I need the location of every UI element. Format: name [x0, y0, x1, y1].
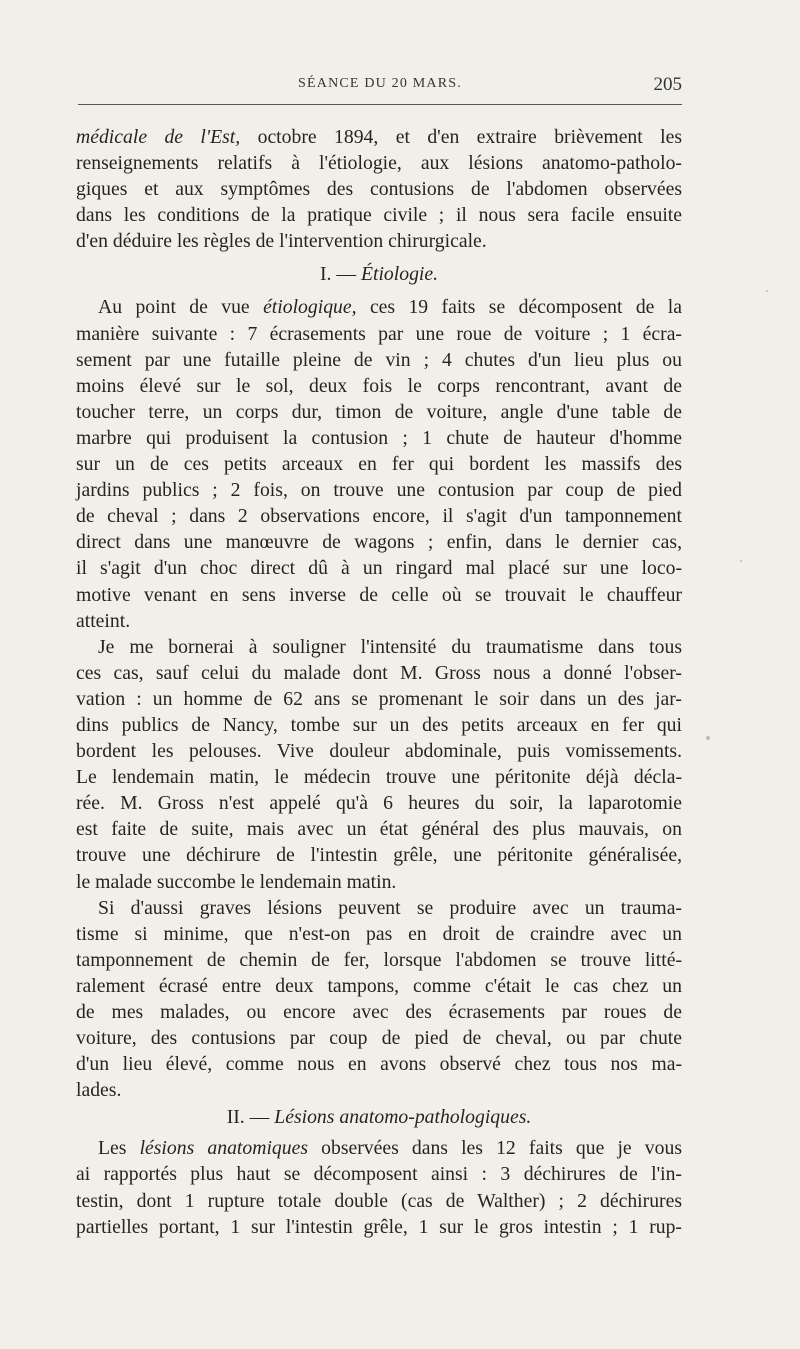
section-title: Étiologie.	[360, 263, 439, 286]
trauma-paragraph	[76, 895, 682, 1104]
text-line: tamponnement de chemin de fer, lorsque l'abdomen se trouve litté-	[76, 948, 682, 971]
text-line: testin, dont 1 rupture totale double (cas de Walther) ; 2 déchirures	[76, 1189, 682, 1212]
text-line: Si d'aussi graves lésions peuvent se produire avec un trauma-	[98, 896, 682, 919]
text-line: dins publics de Nancy, tombe sur un des petits arceaux en fer qui	[76, 713, 682, 736]
text-line: médicale de l'Est, octobre 1894, et d'en extraire brièvement les	[76, 126, 683, 148]
text-line: trouve une déchirure de l'intestin grêle, une péritonite généralisée,	[76, 844, 682, 867]
text-line: de mes malades, ou encore avec des écrasements par roues de	[76, 1001, 682, 1023]
page-number: 205	[653, 74, 682, 95]
text-line: d'un lieu élevé, comme nous en avons observé chez tous nos ma-	[76, 1053, 682, 1076]
text-line: le malade succombe le lendemain matin.	[76, 870, 397, 893]
text-line: sement par une futaille pleine de vin ; 4 chutes d'un lieu plus ou	[76, 348, 682, 371]
text-line: Les lésions anatomiques observées dans les 12 faits que je vous	[98, 1137, 682, 1160]
text-line: est faite de suite, mais avec un état général des plus mauvais, on	[76, 818, 682, 841]
text-line: rée. M. Gross n'est appelé qu'à 6 heures du soir, la laparotomie	[76, 792, 682, 815]
section-title: Lésions anatomo-pathologiques.	[274, 1106, 532, 1129]
text-line: de cheval ; dans 2 observations encore, il s'agit d'un tamponnement	[76, 505, 682, 528]
text-line: ai rapportés plus haut se décomposent ainsi : 3 déchirures de l'in-	[76, 1163, 682, 1186]
text-line: motive venant en sens inverse de celle où se trouvait le chauffeur	[76, 583, 682, 606]
text-line: ces cas, sauf celui du malade dont M. Gross nous a donné l'obser-	[76, 661, 682, 684]
lesions-paragraph	[76, 1135, 682, 1239]
text-line: Le lendemain matin, le médecin trouve une péritonite déjà décla-	[76, 766, 682, 789]
text-line: d'en déduire les règles de l'intervention chirurgicale.	[76, 230, 487, 253]
text-line: marbre qui produisent la contusion ; 1 chute de hauteur d'homme	[76, 426, 682, 449]
text-line: il s'agit d'un choc direct dû à un ringard mal placé sur une loco-	[76, 557, 682, 580]
text-line: giques et aux symptômes des contusions de l'abdomen observées	[76, 178, 682, 201]
running-header	[78, 76, 682, 100]
text-line: vation : un homme de 62 ans se promenant le soir dans un des jar-	[76, 687, 682, 710]
text-line: manière suivante : 7 écrasements par une roue de voiture ; 1 écra-	[76, 322, 682, 345]
paper-speck	[766, 290, 768, 292]
text-line: direct dans une manœuvre de wagons ; enfin, dans le dernier cas,	[76, 531, 682, 554]
paper-speck	[706, 736, 710, 740]
text-line: voiture, des contusions par coup de pied de cheval, ou par chute	[76, 1027, 682, 1050]
text-line: Je me bornerai à souligner l'intensité du traumatisme dans tous	[98, 635, 682, 658]
gross-case-paragraph	[76, 634, 682, 895]
section-number: I. —	[319, 263, 357, 286]
text-line: ralement écrasé entre deux tampons, comme c'était le cas chez un	[76, 974, 682, 997]
text-line: jardins publics ; 2 fois, on trouve une contusion par coup de pied	[76, 479, 682, 502]
text-line: toucher terre, un corps dur, timon de voiture, angle d'une table de	[76, 400, 682, 423]
text-line: Au point de vue étiologique, ces 19 faits se décomposent de la	[98, 296, 682, 319]
section-heading-lesions	[76, 1103, 682, 1135]
header-rule	[78, 104, 682, 105]
text-line: bordent les pelouses. Vive douleur abdominale, puis vomissements.	[76, 740, 682, 763]
section-number: II. —	[226, 1106, 270, 1129]
text-line: dans les conditions de la pratique civile ; il nous sera facile ensuite	[76, 204, 682, 227]
text-line: renseignements relatifs à l'étiologie, aux lésions anatomo-patholo-	[76, 152, 682, 175]
section-heading-etiology	[76, 254, 682, 294]
etiology-paragraph	[76, 294, 682, 633]
text-line: partielles portant, 1 sur l'intestin grêle, 1 sur le gros intestin ; 1 rup-	[76, 1215, 682, 1238]
paper-speck	[740, 560, 742, 562]
text-line: atteint.	[76, 609, 131, 632]
text-line: lades.	[76, 1079, 122, 1102]
running-title: SÉANCE DU 20 MARS.	[298, 76, 462, 91]
text-line: tisme si minime, que n'est-on pas en droit de craindre avec un	[76, 922, 682, 945]
opening-paragraph	[76, 124, 682, 254]
body-text	[76, 124, 682, 1240]
text-line: sur un de ces petits arceaux en fer qui bordent les massifs des	[76, 453, 682, 476]
text-line: moins élevé sur le sol, deux fois le corps rencontrant, avant de	[76, 374, 682, 397]
